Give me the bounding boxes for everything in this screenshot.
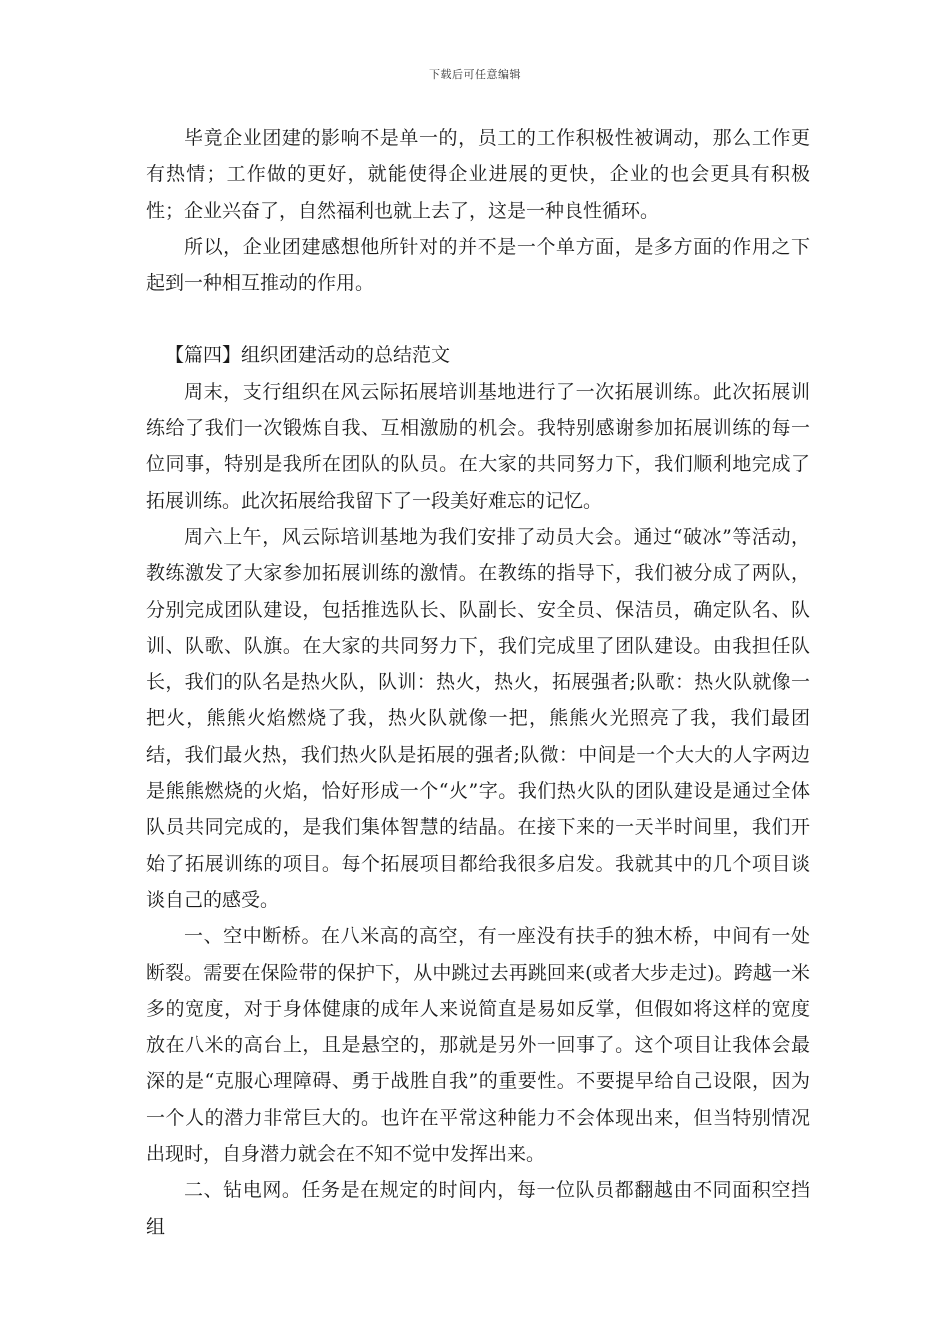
section-heading: 【篇四】组织团建活动的总结范文 — [165, 344, 451, 367]
document-body — [146, 120, 810, 1245]
section-gap — [146, 301, 810, 337]
page-header: 下载后可任意编辑 — [429, 68, 521, 81]
intro-paragraph-2: 所以，企业团建感想他所针对的并不是一个单方面，是多方面的作用之下起到一种相互推动的作用。 — [146, 235, 810, 295]
section-paragraph-3: 一、空中断桥。在八米高的高空，有一座没有扶手的独木桥，中间有一处断裂。需要在保险带的保护下，从中跳过去再跳回来(或者大步走过)。跨越一米多的宽度，对于身体健康的成年人来说简直是易如反掌，但假如将这样的宽度放在八米的高台上，且是悬空的，那就是另外一回事了。这个项目让我体会最深的是“克服心理障碍、勇于战胜自我”的重要性。不要提早给自己设限，因为一个人的潜力非常巨大的。也许在平常这种能力不会体现出来，但当特别情况出现时，自身潜力就会在不知不觉中发挥出来。 — [146, 925, 810, 1166]
section-paragraph-4: 二、钻电网。任务是在规定的时间内，每一位队员都翻越由不同面积空挡组 — [146, 1179, 810, 1238]
section-paragraph-2: 周六上午，风云际培训基地为我们安排了动员大会。通过“破冰”等活动，教练激发了大家参加拓展训练的激情。在教练的指导下，我们被分成了两队，分别完成团队建设，包括推选队长、队副长、安全员、保洁员，确定队名、队训、队歌、队旗。在大家的共同努力下，我们完成里了团队建设。由我担任队长，我们的队名是热火队，队训：热火，热火，拓展强者;队歌：热火队就像一把火，熊熊火焰燃烧了我，热火队就像一把，熊熊火光照亮了我，我们最团结，我们最火热，我们热火队是拓展的强者;队微：中间是一个大大的人字两边是熊熊燃烧的火焰，恰好形成一个“火”字。我们热火队的团队建设是通过全体队员共同完成的，是我们集体智慧的结晶。在接下来的一天半时间里，我们开始了拓展训练的项目。每个拓展项目都给我很多启发。我就其中的几个项目谈谈自己的感受。 — [146, 525, 810, 911]
section-paragraph-1: 周末，支行组织在风云际拓展培训基地进行了一次拓展训练。此次拓展训练给了我们一次锻炼自我、互相激励的机会。我特别感谢参加拓展训练的每一位同事，特别是我所在团队的队员。在大家的共同努力下，我们顺利地完成了拓展训练。此次拓展给我留下了一段美好难忘的记忆。 — [146, 380, 810, 512]
intro-paragraph-1: 毕竟企业团建的影响不是单一的，员工的工作积极性被调动，那么工作更有热情；工作做的更好，就能使得企业进展的更快，企业的也会更具有积极性；企业兴奋了，自然福利也就上去了，这是一种良性循环。 — [146, 127, 810, 222]
